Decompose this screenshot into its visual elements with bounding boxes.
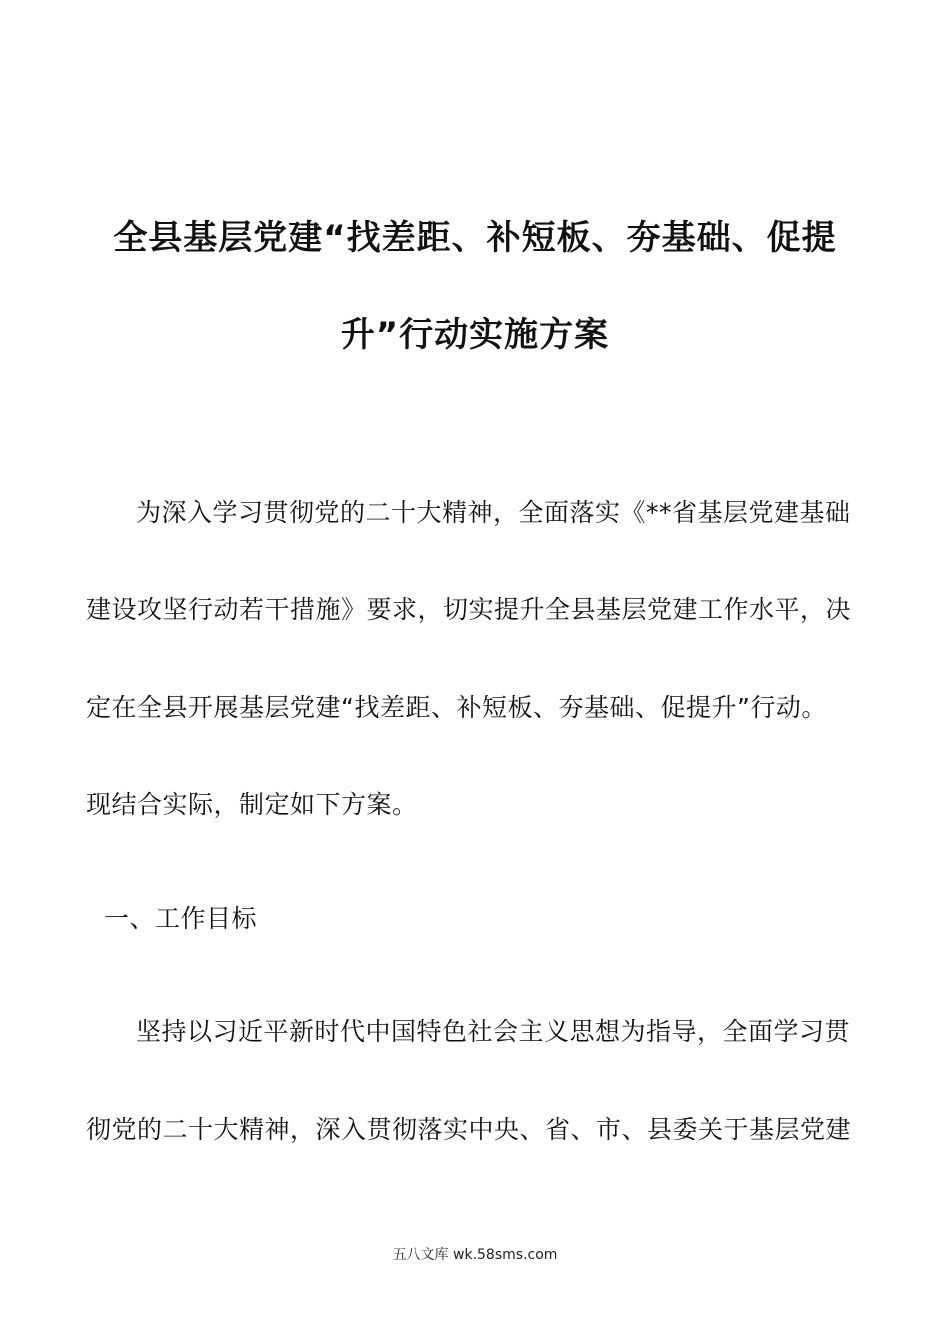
intro-paragraph-line-4: 现结合实际，制定如下方案。 [86, 790, 418, 819]
section-paragraph-line-2: 彻党的二十大精神，深入贯彻落实中央、省、市、县委关于基层党建 [86, 1115, 852, 1144]
intro-paragraph-line-2: 建设攻坚行动若干措施》要求，切实提升全县基层党建工作水平，决 [86, 595, 852, 624]
document-title-line-2: 升”行动实施方案 [340, 315, 610, 355]
intro-paragraph-line-1: 为深入学习贯彻党的二十大精神，全面落实《**省基层党建基础 [136, 498, 851, 527]
intro-paragraph-line-3: 定在全县开展基层党建“找差距、补短板、夯基础、促提升”行动。 [86, 693, 827, 722]
footer-watermark: 五八文库 wk.58sms.com [392, 1247, 558, 1263]
document-title-line-1: 全县基层党建“找差距、补短板、夯基础、促提 [113, 218, 837, 258]
section-paragraph-line-1: 坚持以习近平新时代中国特色社会主义思想为指导，全面学习贯 [136, 1017, 851, 1046]
section-heading: 一、工作目标 [104, 904, 258, 933]
